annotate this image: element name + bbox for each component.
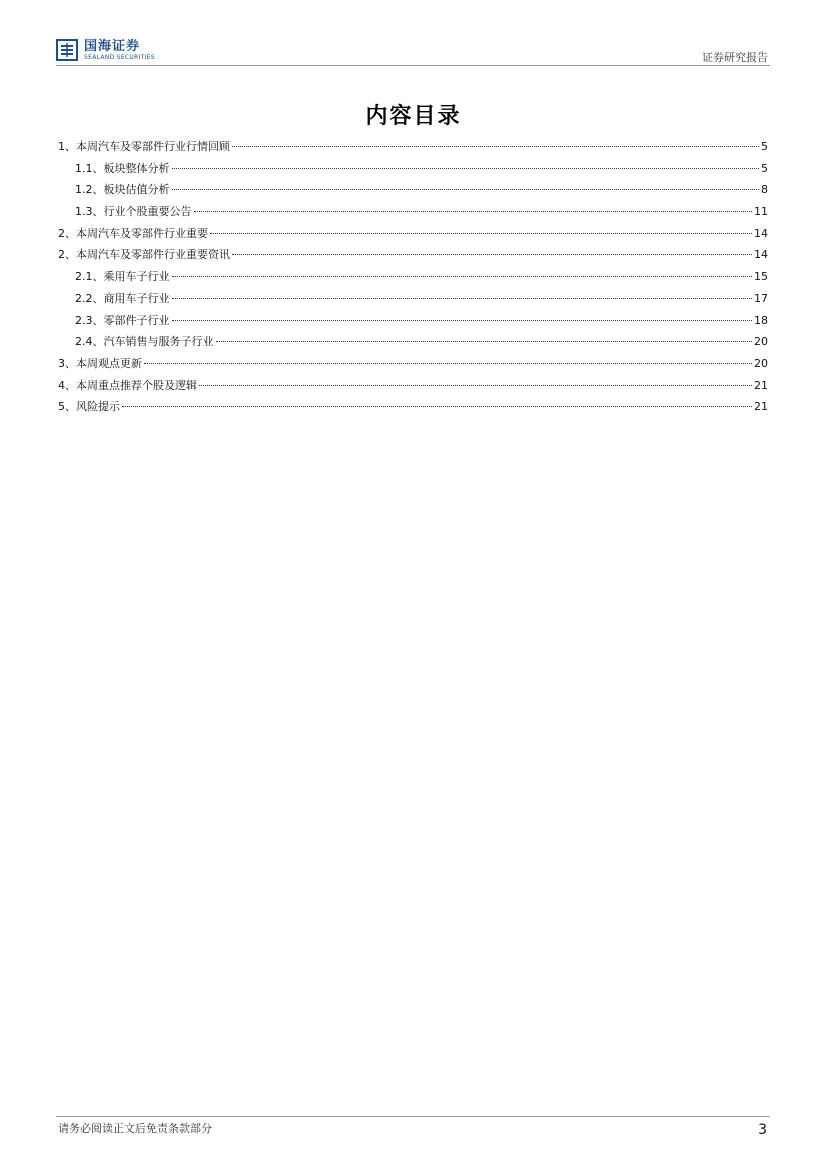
- toc-entry-label: 3、本周观点更新: [58, 356, 142, 370]
- toc-dot-leader: [199, 385, 752, 386]
- toc-dot-leader: [232, 146, 759, 147]
- toc-entry-label: 2.1、乘用车子行业: [75, 270, 170, 284]
- toc-entry[interactable]: [58, 312, 768, 334]
- toc-dot-leader: [216, 341, 753, 342]
- toc-entry-label: 1.2、板块估值分析: [75, 183, 170, 197]
- toc-dot-leader: [172, 189, 760, 190]
- toc-entry-label: 2.2、商用车子行业: [75, 291, 170, 305]
- toc-title: 内容目录: [365, 104, 462, 129]
- toc-dot-leader: [172, 168, 760, 169]
- toc-entry-page: 18: [754, 313, 768, 327]
- brand-logo: [56, 36, 155, 64]
- toc-dot-leader: [172, 320, 753, 321]
- toc-entry-page: 21: [754, 400, 768, 414]
- toc-dot-leader: [122, 406, 752, 407]
- toc-entry-label: 5、风险提示: [58, 400, 120, 414]
- toc-entry[interactable]: [58, 398, 768, 420]
- toc-dot-leader: [232, 254, 752, 255]
- brand-name-en: SEALAND SECURITIES: [84, 53, 155, 61]
- toc-entry-page: 21: [754, 378, 768, 392]
- toc-entry-label: 2、本周汽车及零部件行业重要资讯: [58, 248, 230, 262]
- toc-entry[interactable]: [58, 333, 768, 355]
- brand-name-cn: 国海证券: [84, 38, 141, 54]
- toc-entry[interactable]: [58, 377, 768, 399]
- footer-divider: [56, 1116, 770, 1117]
- toc-entry-page: 8: [761, 183, 768, 197]
- toc-entry-page: 15: [754, 270, 768, 284]
- toc-entry-label: 1.3、行业个股重要公告: [75, 205, 192, 219]
- toc-entry[interactable]: [58, 225, 768, 247]
- toc-entry[interactable]: [58, 355, 768, 377]
- toc-entry-label: 1.1、板块整体分析: [75, 161, 170, 175]
- sealand-logo-icon: [56, 39, 78, 61]
- page-header: [56, 36, 768, 66]
- toc-entry-page: 20: [754, 356, 768, 370]
- toc-entry-page: 11: [754, 205, 768, 219]
- toc-entry-label: 2、本周汽车及零部件行业重要: [58, 226, 208, 240]
- toc-entry-page: 20: [754, 335, 768, 349]
- header-divider: [56, 65, 770, 66]
- toc-entry-page: 5: [761, 161, 768, 175]
- page-number: 3: [758, 1122, 767, 1138]
- toc-entry[interactable]: [58, 203, 768, 225]
- toc-entry-label: 1、本周汽车及零部件行业行情回顾: [58, 140, 230, 153]
- toc-entry[interactable]: [58, 246, 768, 268]
- table-of-contents: [58, 138, 768, 420]
- toc-entry[interactable]: [58, 290, 768, 312]
- toc-dot-leader: [194, 211, 753, 212]
- toc-dot-leader: [144, 363, 752, 364]
- footer-disclaimer: 请务必阅读正文后免责条款部分: [58, 1122, 212, 1135]
- toc-entry[interactable]: [58, 181, 768, 203]
- toc-entry[interactable]: [58, 138, 768, 160]
- report-type: 证券研究报告: [702, 51, 768, 64]
- toc-entry[interactable]: [58, 160, 768, 182]
- toc-dot-leader: [172, 276, 753, 277]
- toc-entry-page: 14: [754, 248, 768, 262]
- toc-entry-label: 4、本周重点推荐个股及逻辑: [58, 378, 197, 392]
- toc-entry-label: 2.3、零部件子行业: [75, 313, 170, 327]
- toc-entry-label: 2.4、汽车销售与服务子行业: [75, 335, 214, 349]
- toc-entry-page: 14: [754, 226, 768, 240]
- toc-dot-leader: [210, 233, 752, 234]
- toc-entry[interactable]: [58, 268, 768, 290]
- toc-entry-page: 17: [754, 291, 768, 305]
- toc-dot-leader: [172, 298, 753, 299]
- toc-entry-page: 5: [761, 140, 768, 153]
